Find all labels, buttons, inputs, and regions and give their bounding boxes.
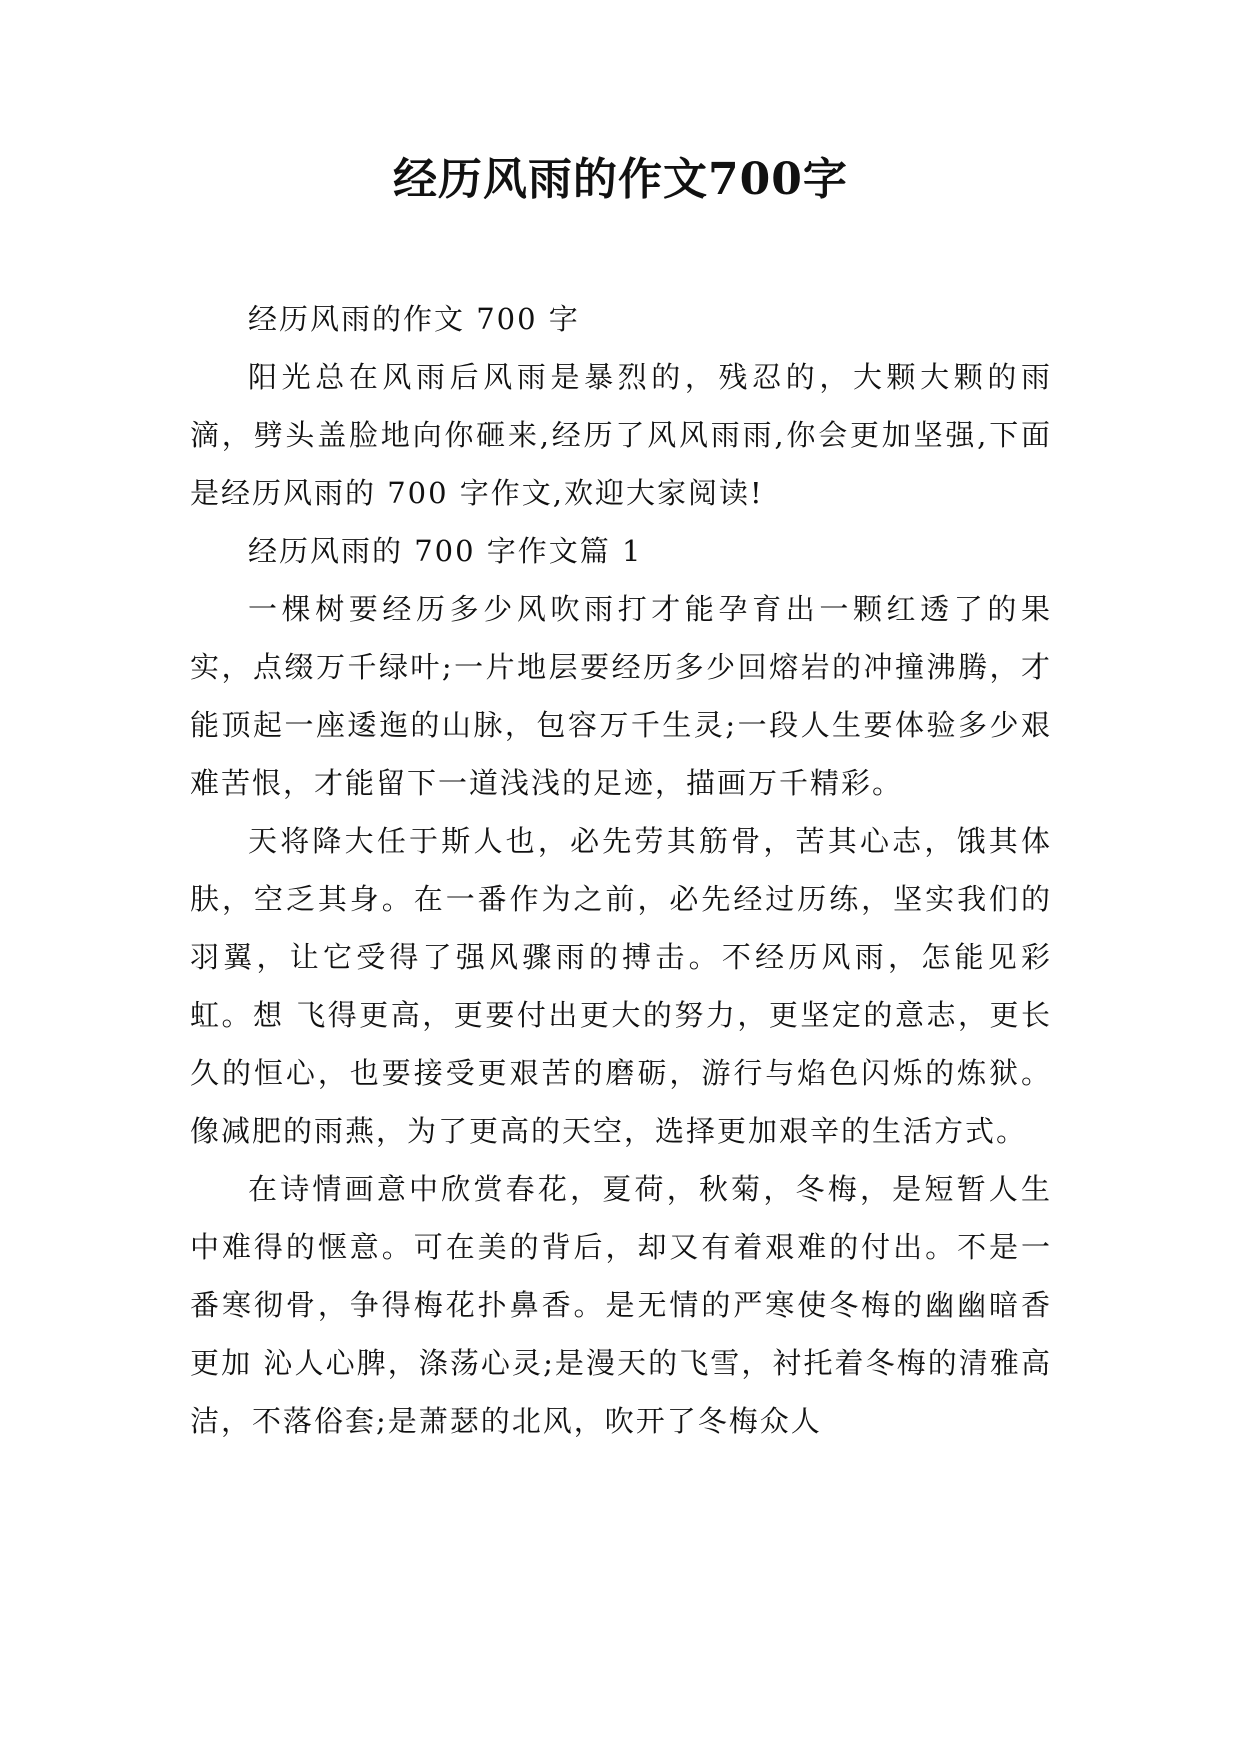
paragraph-body: 一棵树要经历多少风吹雨打才能孕育出一颗红透了的果实，点缀万千绿叶;一片地层要经历多少回熔岩的冲撞沸腾，才能顶起一座逶迤的山脉，包容万千生灵;一段人生要体验多少艰难苦恨，才能留下一道浅浅的足迹，描画万千精彩。 [190, 592, 1052, 800]
section-heading: 经历风雨的 700 字作文篇 1 [248, 534, 643, 568]
document-title: 经历风雨的作文700字 [393, 154, 848, 205]
paragraph-body: 在诗情画意中欣赏春花，夏荷，秋菊，冬梅，是短暂人生中难得的惬意。可在美的背后，却又有着艰难的付出。不是一番寒彻骨，争得梅花扑鼻香。是无情的严寒使冬梅的幽幽暗香更加 沁人心脾，涤荡心灵;是漫天的飞雪，衬托着冬梅的清雅高洁，不落俗套;是萧瑟的北风，吹开了冬梅众人 [190, 1172, 1052, 1438]
paragraph-intro: 阳光总在风雨后风雨是暴烈的，残忍的，大颗大颗的雨滴，劈头盖脸地向你砸来,经历了风风雨雨,你会更加坚强,下面是经历风雨的 700 字作文,欢迎大家阅读! [190, 360, 1052, 510]
document-body [190, 290, 1052, 1450]
paragraph-body: 天将降大任于斯人也，必先劳其筋骨，苦其心志，饿其体肤，空乏其身。在一番作为之前，必先经过历练，坚实我们的羽翼，让它受得了强风骤雨的搏击。不经历风雨，怎能见彩虹。想 飞得更高，更要付出更大的努力，更坚定的意志，更长久的恒心，也要接受更艰苦的磨砺，游行与焰色闪烁的炼狱。像减肥的雨燕，为了更高的天空，选择更加艰辛的生活方式。 [190, 824, 1052, 1148]
paragraph-subtitle: 经历风雨的作文 700 字 [248, 302, 580, 336]
